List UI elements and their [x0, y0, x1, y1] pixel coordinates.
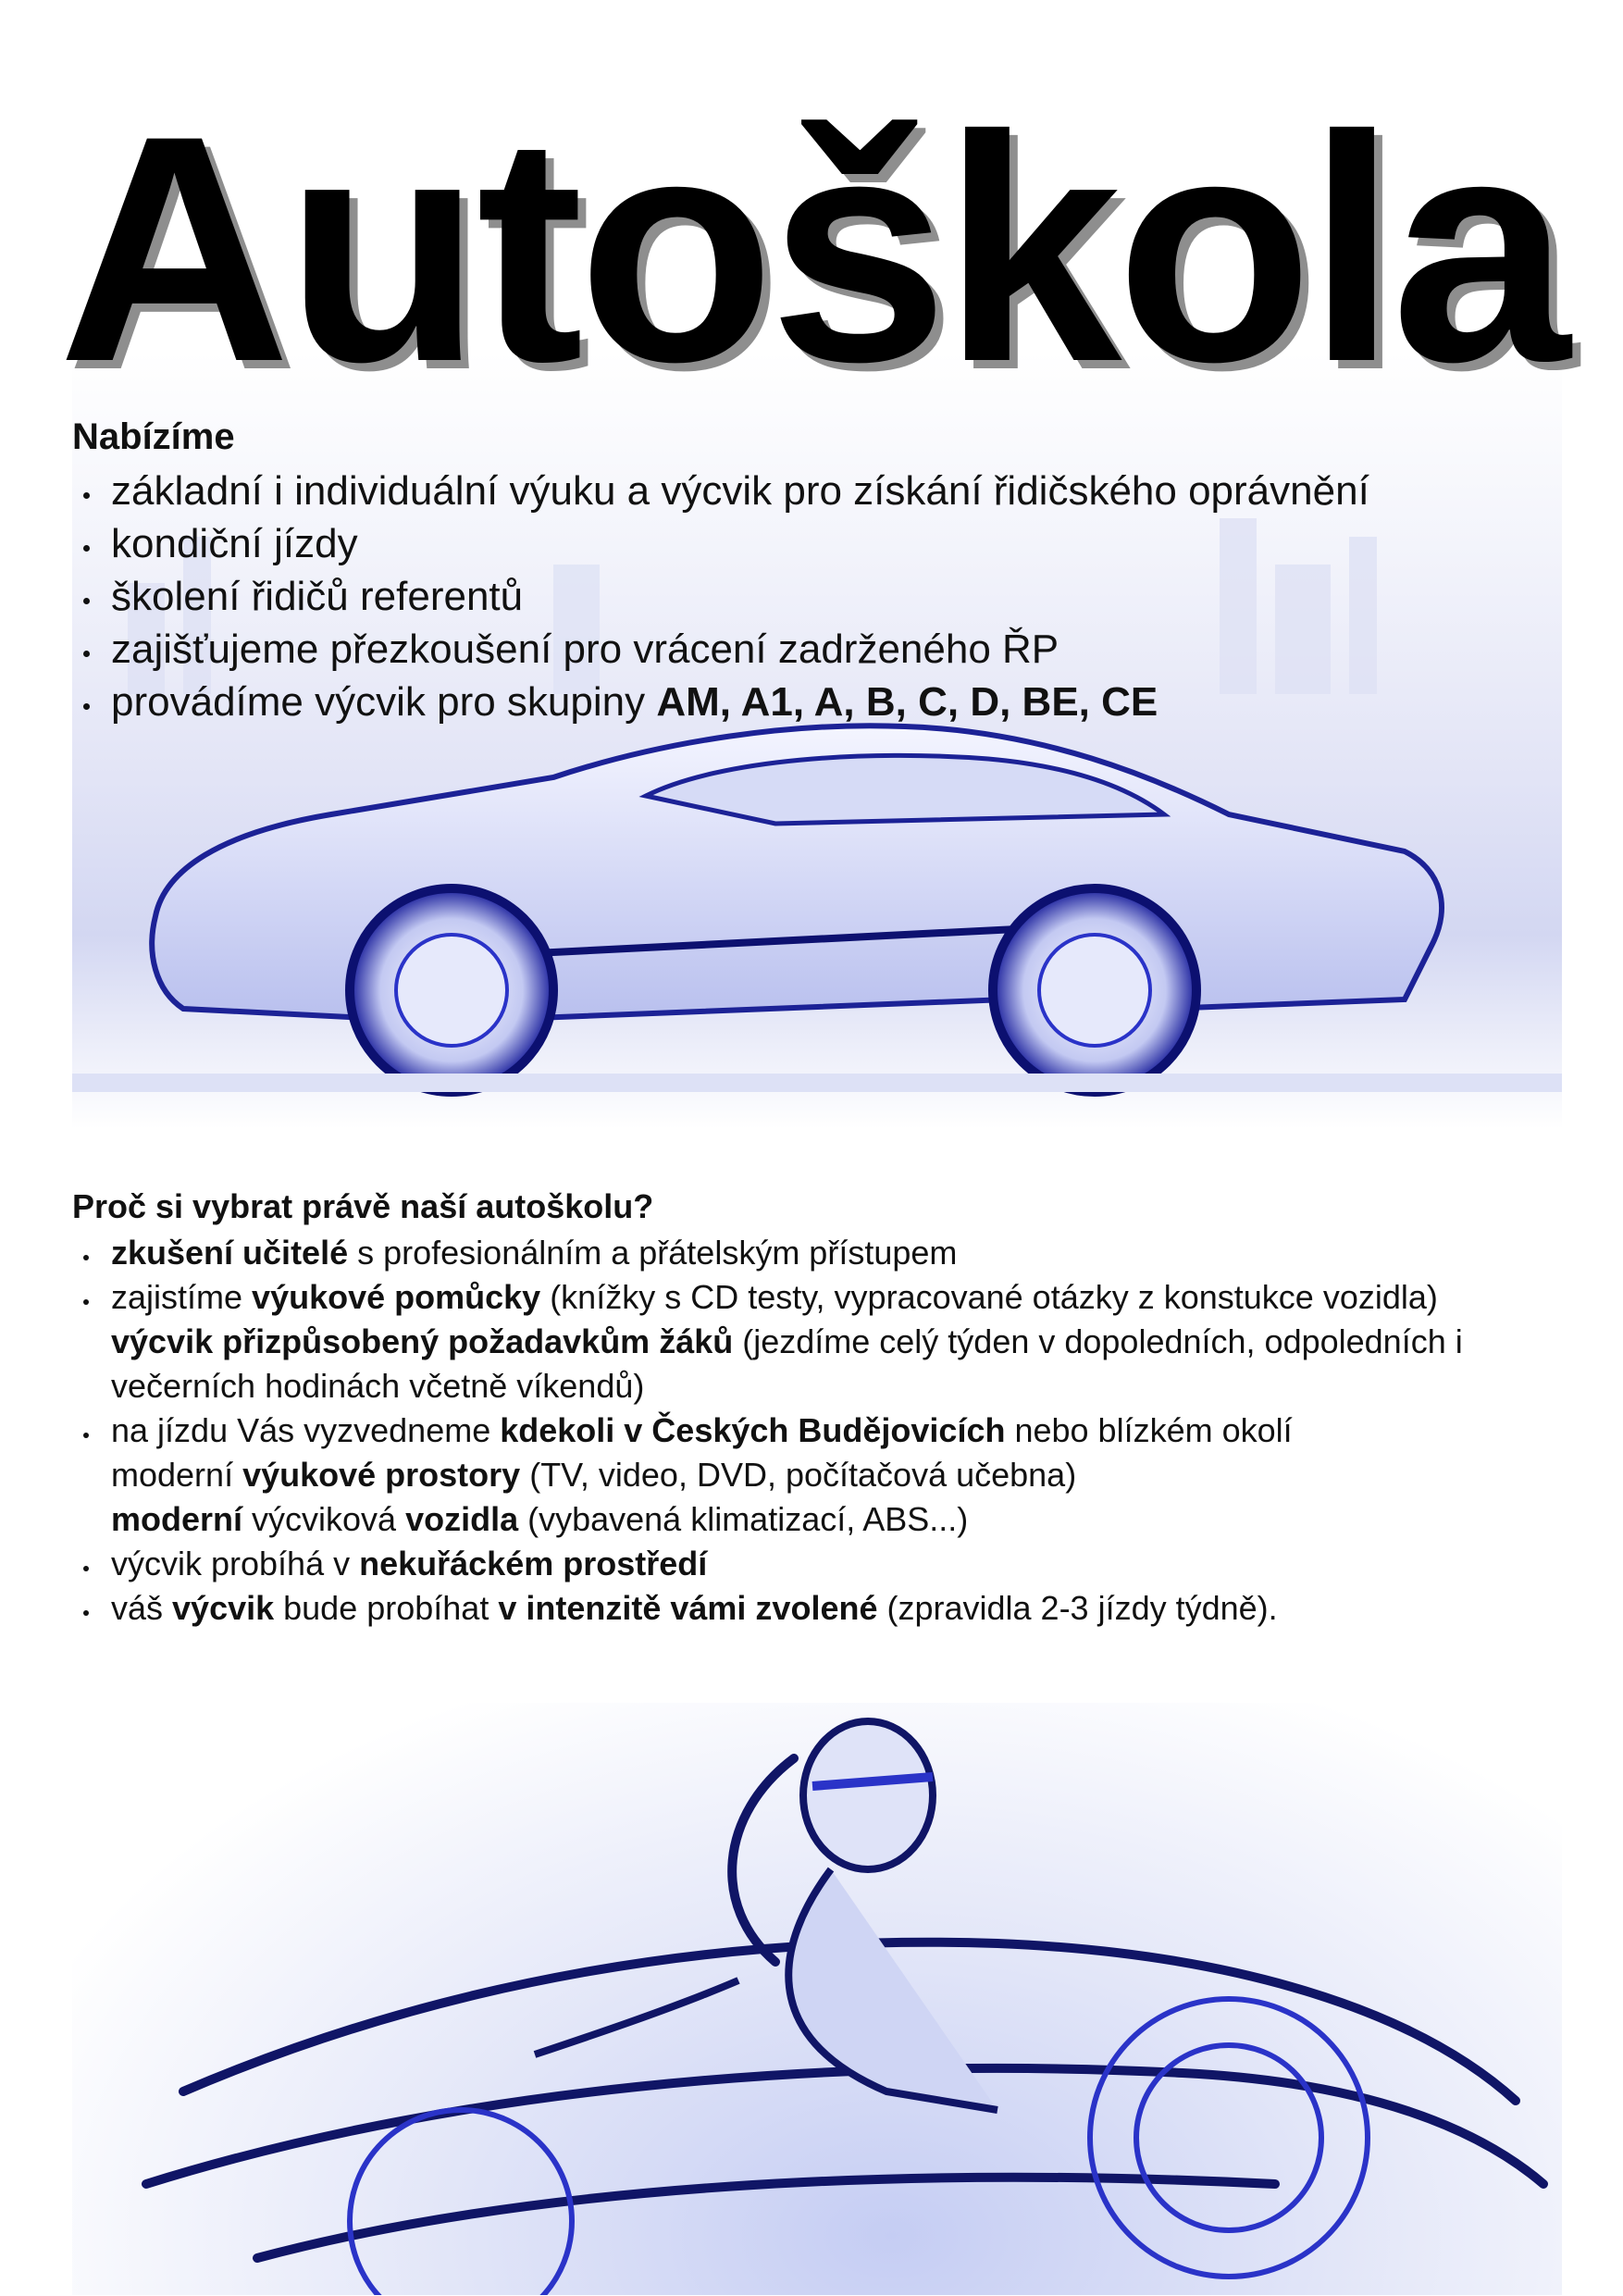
list-item — [72, 1453, 1571, 1497]
text: (jezdíme celý týden v dopoledních, odpoledních i večerních hodinách včetně víkendů) — [111, 1322, 1463, 1405]
list-item — [72, 1231, 1571, 1275]
offer-list — [72, 465, 1571, 728]
list-item — [72, 1586, 1571, 1631]
groups-prefix: provádíme výcvik pro skupiny — [111, 679, 657, 725]
list-item — [72, 1497, 1571, 1542]
list-item — [72, 1542, 1571, 1586]
bold-text: výcvik — [172, 1589, 275, 1627]
text: nebo blízkém okolí — [1005, 1411, 1293, 1449]
list-item: zajišťujeme přezkoušení pro vrácení zadrženého ŘP — [72, 623, 1571, 676]
list-item: školení řidičů referentů — [72, 570, 1571, 623]
list-item — [72, 1409, 1571, 1453]
text: moderní — [111, 1456, 243, 1494]
why-heading: Proč si vybrat právě naší autoškolu? — [72, 1187, 654, 1225]
text: výcviková — [242, 1500, 406, 1538]
text: váš — [111, 1589, 173, 1627]
motorcycle-rider-illustration — [72, 1703, 1562, 2295]
bold-text: nekuřáckém prostředí — [359, 1545, 708, 1582]
list-item: kondiční jízdy — [72, 517, 1571, 570]
bold-text: výcvik přizpůsobený požadavkům žáků — [111, 1322, 734, 1360]
why-section — [72, 1186, 1571, 1631]
bold-text: moderní — [111, 1500, 243, 1538]
bold-text: vozidla — [405, 1500, 519, 1538]
text: s profesionálním a přátelským přístupem — [348, 1234, 958, 1272]
text: zajistíme — [111, 1278, 253, 1316]
list-item — [72, 1320, 1571, 1409]
bold-text: výukové prostory — [242, 1456, 521, 1494]
bold-text: kdekoli v Českých Budějovicích — [500, 1411, 1006, 1449]
offer-heading: Nabízíme — [72, 416, 235, 457]
motorcycle-drawing — [72, 1703, 1562, 2295]
text: na jízdu Vás vyzvedneme — [111, 1411, 501, 1449]
offer-section — [72, 415, 1571, 728]
page-title: Autoškola — [57, 68, 1566, 428]
bold-text: výukové pomůcky — [252, 1278, 541, 1316]
list-item — [72, 1275, 1571, 1320]
bold-text: v intenzitě vámi zvolené — [498, 1589, 878, 1627]
why-list — [72, 1231, 1571, 1631]
groups-value: AM, A1, A, B, C, D, BE, CE — [656, 679, 1158, 725]
text: (knížky s CD testy, vypracované otázky z konstukce vozidla) — [540, 1278, 1438, 1316]
text: bude probíhat — [274, 1589, 499, 1627]
list-item: základní i individuální výuku a výcvik pro získání řidičského oprávnění — [72, 465, 1571, 517]
text: výcvik probíhá v — [111, 1545, 360, 1582]
bold-text: zkušení učitelé — [111, 1234, 349, 1272]
text: (TV, video, DVD, počítačová učebna) — [520, 1456, 1077, 1494]
text: (vybavená klimatizací, ABS...) — [518, 1500, 969, 1538]
text: (zpravidla 2-3 jízdy týdně). — [877, 1589, 1278, 1627]
list-item-groups — [72, 676, 1571, 728]
